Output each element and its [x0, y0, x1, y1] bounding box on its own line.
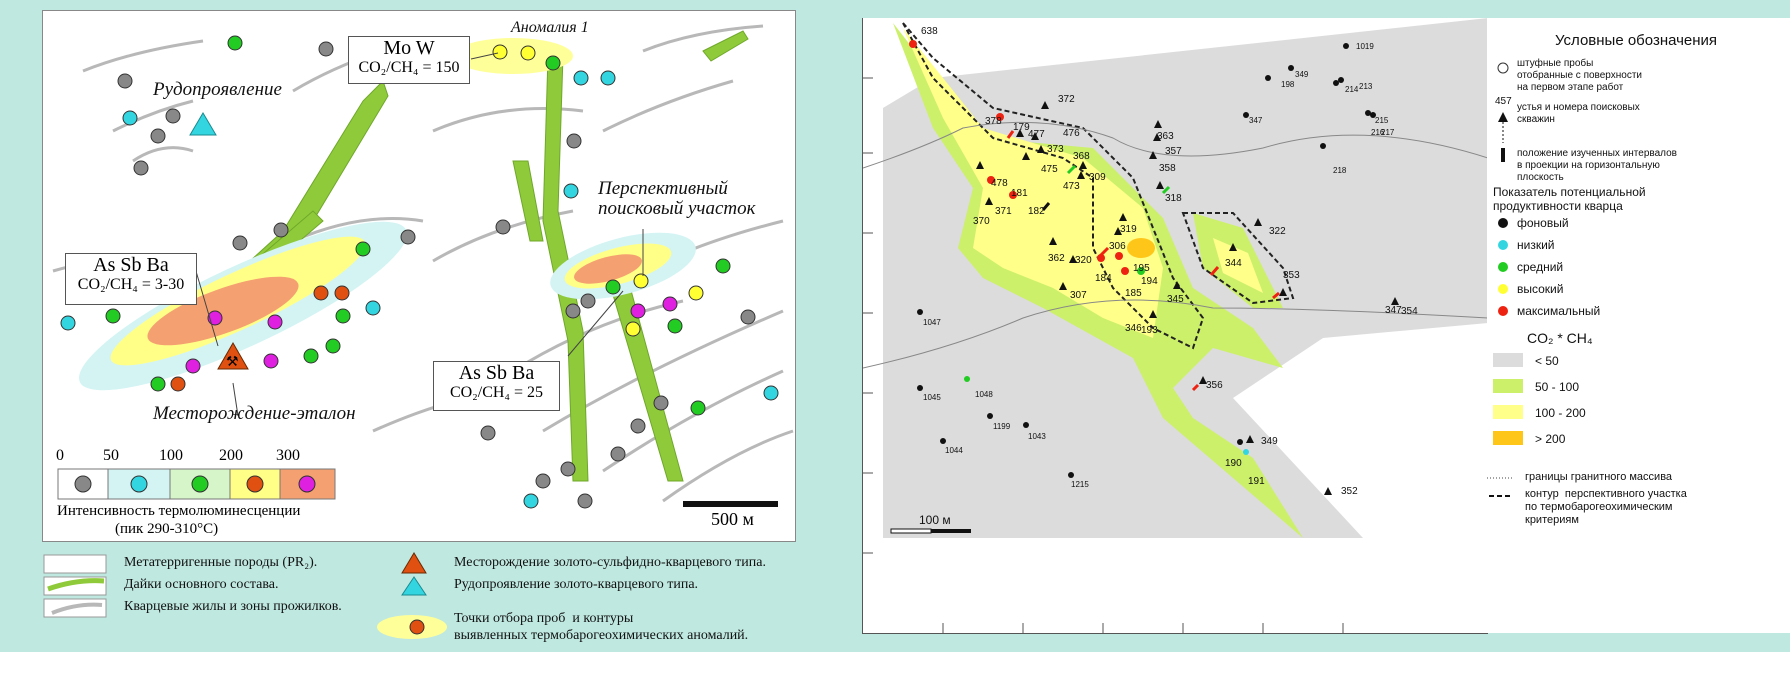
- tick-200: 200: [219, 447, 243, 464]
- well-label: 357: [1165, 146, 1182, 157]
- well-label: 213: [1359, 82, 1373, 91]
- sample-point: [356, 242, 370, 256]
- well-label: 198: [1281, 80, 1295, 89]
- intensity-subtitle: (пик 290-310°С): [115, 521, 219, 537]
- sample-point: [166, 109, 180, 123]
- sample-point: [1288, 65, 1294, 71]
- sample-point: [274, 223, 288, 237]
- sample-point: [1243, 449, 1249, 455]
- well-label: 368: [1073, 151, 1090, 162]
- well-label: 346: [1125, 323, 1142, 334]
- well-label: 322: [1269, 226, 1286, 237]
- sample-point: [987, 413, 993, 419]
- sample-point: [314, 286, 328, 300]
- sample-point: [336, 309, 350, 323]
- well-label: 214: [1345, 85, 1359, 94]
- sample-point: [123, 111, 137, 125]
- sample-point: [631, 304, 645, 318]
- sample-point: [524, 494, 538, 508]
- well-label: 370: [973, 216, 990, 227]
- sample-point: [741, 310, 755, 324]
- sample-point: [601, 71, 615, 85]
- sample-point: [581, 294, 595, 308]
- sample-point: [561, 462, 575, 476]
- sample-point: [691, 401, 705, 415]
- sample-point: [536, 474, 550, 488]
- sample-point: [1115, 252, 1123, 260]
- well-label: 371: [995, 206, 1012, 217]
- sample-point: [606, 280, 620, 294]
- well-label: 216: [1371, 128, 1385, 137]
- sample-point: [151, 377, 165, 391]
- sample-point: [304, 349, 318, 363]
- well-label: 1199: [993, 422, 1011, 431]
- sample-point: [574, 71, 588, 85]
- as-sb-ba-box-2: [433, 361, 560, 411]
- sample-point: [481, 426, 495, 440]
- legend-well-number: 457: [1495, 96, 1512, 107]
- right-legend: [1487, 18, 1790, 633]
- sample-point: [366, 301, 380, 315]
- legend-metaterrigenous: Метатерригенные породы (PR₂).: [124, 555, 318, 570]
- perspective-area-label: Перспективный поисковый участок: [598, 178, 756, 219]
- sample-point: [716, 259, 730, 273]
- sample-point: [264, 354, 278, 368]
- well-label: 1215: [1071, 480, 1089, 489]
- sample-point: [909, 40, 917, 48]
- legend-samples: штуфные пробы отобранные с поверхности на первом этапе работ: [1517, 58, 1643, 93]
- sample-point: [118, 74, 132, 88]
- sample-point: [106, 309, 120, 323]
- zone-over-200: [1127, 238, 1155, 258]
- sample-point: [401, 230, 415, 244]
- well-label: 478: [991, 178, 1008, 189]
- well-label: 191: [1248, 476, 1265, 487]
- sample-point: [61, 316, 75, 330]
- co2ch4-class-4: > 200: [1535, 432, 1566, 446]
- sample-point: [228, 36, 242, 50]
- well-label: 1044: [945, 446, 963, 455]
- sample-point: [566, 304, 580, 318]
- sample-point: [567, 134, 581, 148]
- sample-point: [546, 56, 560, 70]
- well-label: 362: [1048, 253, 1065, 264]
- well-label: 193: [1141, 325, 1158, 336]
- tick-100: 100: [159, 447, 183, 464]
- intensity-title: Интенсивность термолюминесценции: [57, 503, 301, 519]
- class-background: фоновый: [1517, 216, 1569, 230]
- well-label: 347: [1249, 116, 1263, 125]
- legend-intervals: положение изученных интервалов в проекции на горизонтальную плоскость: [1517, 148, 1677, 183]
- sample-point: [134, 161, 148, 175]
- well-label: 347: [1385, 305, 1402, 316]
- co2ch4-class-1: < 50: [1535, 354, 1559, 368]
- well-label: 356: [1206, 380, 1223, 391]
- sample-point: [917, 385, 923, 391]
- well-label: 476: [1063, 128, 1080, 139]
- well-label: 349: [1261, 436, 1278, 447]
- productivity-title: Показатель потенциальной продуктивности кварца: [1493, 185, 1646, 213]
- sample-point: [611, 447, 625, 461]
- well-label: 190: [1225, 458, 1242, 469]
- tick-0: 0: [56, 447, 64, 464]
- legend-dykes: Дайки основного состава.: [124, 577, 279, 592]
- sample-point: [268, 315, 282, 329]
- well-label: 182: [1028, 206, 1045, 217]
- class-medium: средний: [1517, 260, 1564, 274]
- tick-50: 50: [103, 447, 119, 464]
- well-label: 181: [1011, 188, 1028, 199]
- well-label: 217: [1381, 128, 1395, 137]
- left-legend: [42, 545, 802, 648]
- well-label: 477: [1028, 129, 1045, 140]
- sample-point: [764, 386, 778, 400]
- sample-point: [496, 220, 510, 234]
- sample-point: [1237, 439, 1243, 445]
- sample-point: [1068, 472, 1074, 478]
- well-label: 473: [1063, 181, 1080, 192]
- right-prospect-map: [862, 18, 1488, 634]
- well-label: 215: [1375, 116, 1389, 125]
- legend-title: Условные обозначения: [1555, 32, 1718, 49]
- well-label: 306: [1109, 241, 1126, 252]
- sample-point: [654, 396, 668, 410]
- well-label: 218: [1333, 166, 1347, 175]
- co2ch4-class-2: 50 - 100: [1535, 380, 1580, 394]
- well-label: 318: [1165, 193, 1182, 204]
- well-label: 373: [1047, 144, 1064, 155]
- sample-point: [326, 339, 340, 353]
- sample-point: [564, 184, 578, 198]
- co2ch4-class-3: 100 - 200: [1535, 406, 1586, 420]
- sample-point: [1121, 267, 1129, 275]
- sample-point: [917, 309, 923, 315]
- legend-deposit: Месторождение золото-сульфидно-кварцевого типа.: [454, 555, 766, 570]
- sample-point: [634, 274, 648, 288]
- mo-w-ratio: CO₂/CH₄ = 150: [358, 59, 460, 76]
- as-sb-ba-title-2: As Sb Ba: [458, 362, 535, 384]
- scale-bar: [683, 501, 778, 507]
- sample-point: [151, 129, 165, 143]
- well-label: 307: [1070, 290, 1087, 301]
- sample-point: [689, 286, 703, 300]
- reference-deposit-label: Месторождение-эталон: [153, 403, 356, 424]
- sample-point: [493, 45, 507, 59]
- well-label: 195: [1133, 263, 1150, 274]
- well-label: 320: [1075, 255, 1092, 266]
- sample-point: [1343, 43, 1349, 49]
- sample-point: [1333, 80, 1339, 86]
- right-scale-label: 100 м: [919, 513, 951, 527]
- well-label: 345: [1167, 294, 1184, 305]
- sample-point: [319, 42, 333, 56]
- ore-occurrence-label: Рудопроявление: [153, 79, 282, 100]
- sample-point: [964, 376, 970, 382]
- well-label: 1019: [1356, 42, 1374, 51]
- class-low: низкий: [1517, 238, 1555, 252]
- sample-point: [626, 322, 640, 336]
- as-sb-ba-title-1: As Sb Ba: [93, 254, 169, 276]
- legend-wells: устья и номера поисковых скважин: [1517, 102, 1640, 125]
- class-max: максимальный: [1517, 304, 1601, 318]
- well-label: 185: [1125, 288, 1142, 299]
- legend-quartz-veins: Кварцевые жилы и зоны прожилков.: [124, 599, 342, 614]
- granite-boundary-label: границы гранитного массива: [1525, 471, 1673, 483]
- anomaly-label: Аномалия 1: [511, 19, 589, 36]
- well-label: 1043: [1028, 432, 1046, 441]
- mo-w-box: [348, 36, 470, 84]
- sample-point: [631, 419, 645, 433]
- well-label: 184: [1095, 273, 1112, 284]
- as-sb-ba-ratio-2: CO₂/CH₄ = 25: [449, 384, 544, 401]
- well-label: 354: [1401, 306, 1418, 317]
- as-sb-ba-ratio-1: CO₂/CH₄ = 3-30: [77, 276, 185, 293]
- well-label: 475: [1041, 164, 1058, 175]
- well-label: 1045: [923, 393, 941, 402]
- mo-w-title: Mo W: [383, 37, 435, 59]
- svg-text:⚒: ⚒: [226, 354, 239, 370]
- well-label: 319: [1120, 224, 1137, 235]
- left-scale-label: 500 м: [711, 509, 754, 529]
- intensity-scale: [58, 469, 335, 499]
- sample-point: [578, 494, 592, 508]
- sample-point: [940, 438, 946, 444]
- well-label: 194: [1141, 276, 1158, 287]
- ore-occurrence-symbol: [190, 113, 216, 135]
- well-label: 638: [921, 26, 938, 37]
- well-label: 353: [1283, 270, 1300, 281]
- sample-point: [186, 359, 200, 373]
- right-scale-bar: [891, 529, 971, 533]
- sample-point: [1338, 77, 1344, 83]
- well-label: 363: [1157, 131, 1174, 142]
- well-label: 378: [985, 116, 1002, 127]
- as-sb-ba-box-1: [65, 253, 197, 305]
- well-label: 349: [1295, 70, 1309, 79]
- sample-point: [335, 286, 349, 300]
- left-geologic-map: [42, 10, 796, 542]
- sample-point: [171, 377, 185, 391]
- co2ch4-title: CO₂ * CH₄: [1527, 330, 1593, 346]
- well-label: 372: [1058, 94, 1075, 105]
- well-label: 1047: [923, 318, 941, 327]
- well-label: 352: [1341, 486, 1358, 497]
- well-label: 1048: [975, 390, 993, 399]
- sample-point: [668, 319, 682, 333]
- contour-label: контур перспективного участка по термобарогеохимическим критериям: [1525, 488, 1687, 527]
- sample-point: [233, 236, 247, 250]
- class-high: высокий: [1517, 282, 1564, 296]
- tick-300: 300: [276, 447, 300, 464]
- sample-point: [1320, 143, 1326, 149]
- sample-point: [1265, 75, 1271, 81]
- well-label: 179: [1013, 122, 1030, 133]
- well-label: 309: [1089, 172, 1106, 183]
- sample-point: [1023, 422, 1029, 428]
- sample-point: [521, 46, 535, 60]
- right-map-graphics: [863, 18, 1488, 633]
- legend-ore-occurrence: Рудопроявление золото-кварцевого типа.: [454, 577, 699, 592]
- well-label: 358: [1159, 163, 1176, 174]
- legend-sampling-points: Точки отбора проб и контуры выявленных термобарогеохимических аномалий.: [454, 611, 749, 643]
- well-label: 344: [1225, 258, 1242, 269]
- sample-point: [663, 297, 677, 311]
